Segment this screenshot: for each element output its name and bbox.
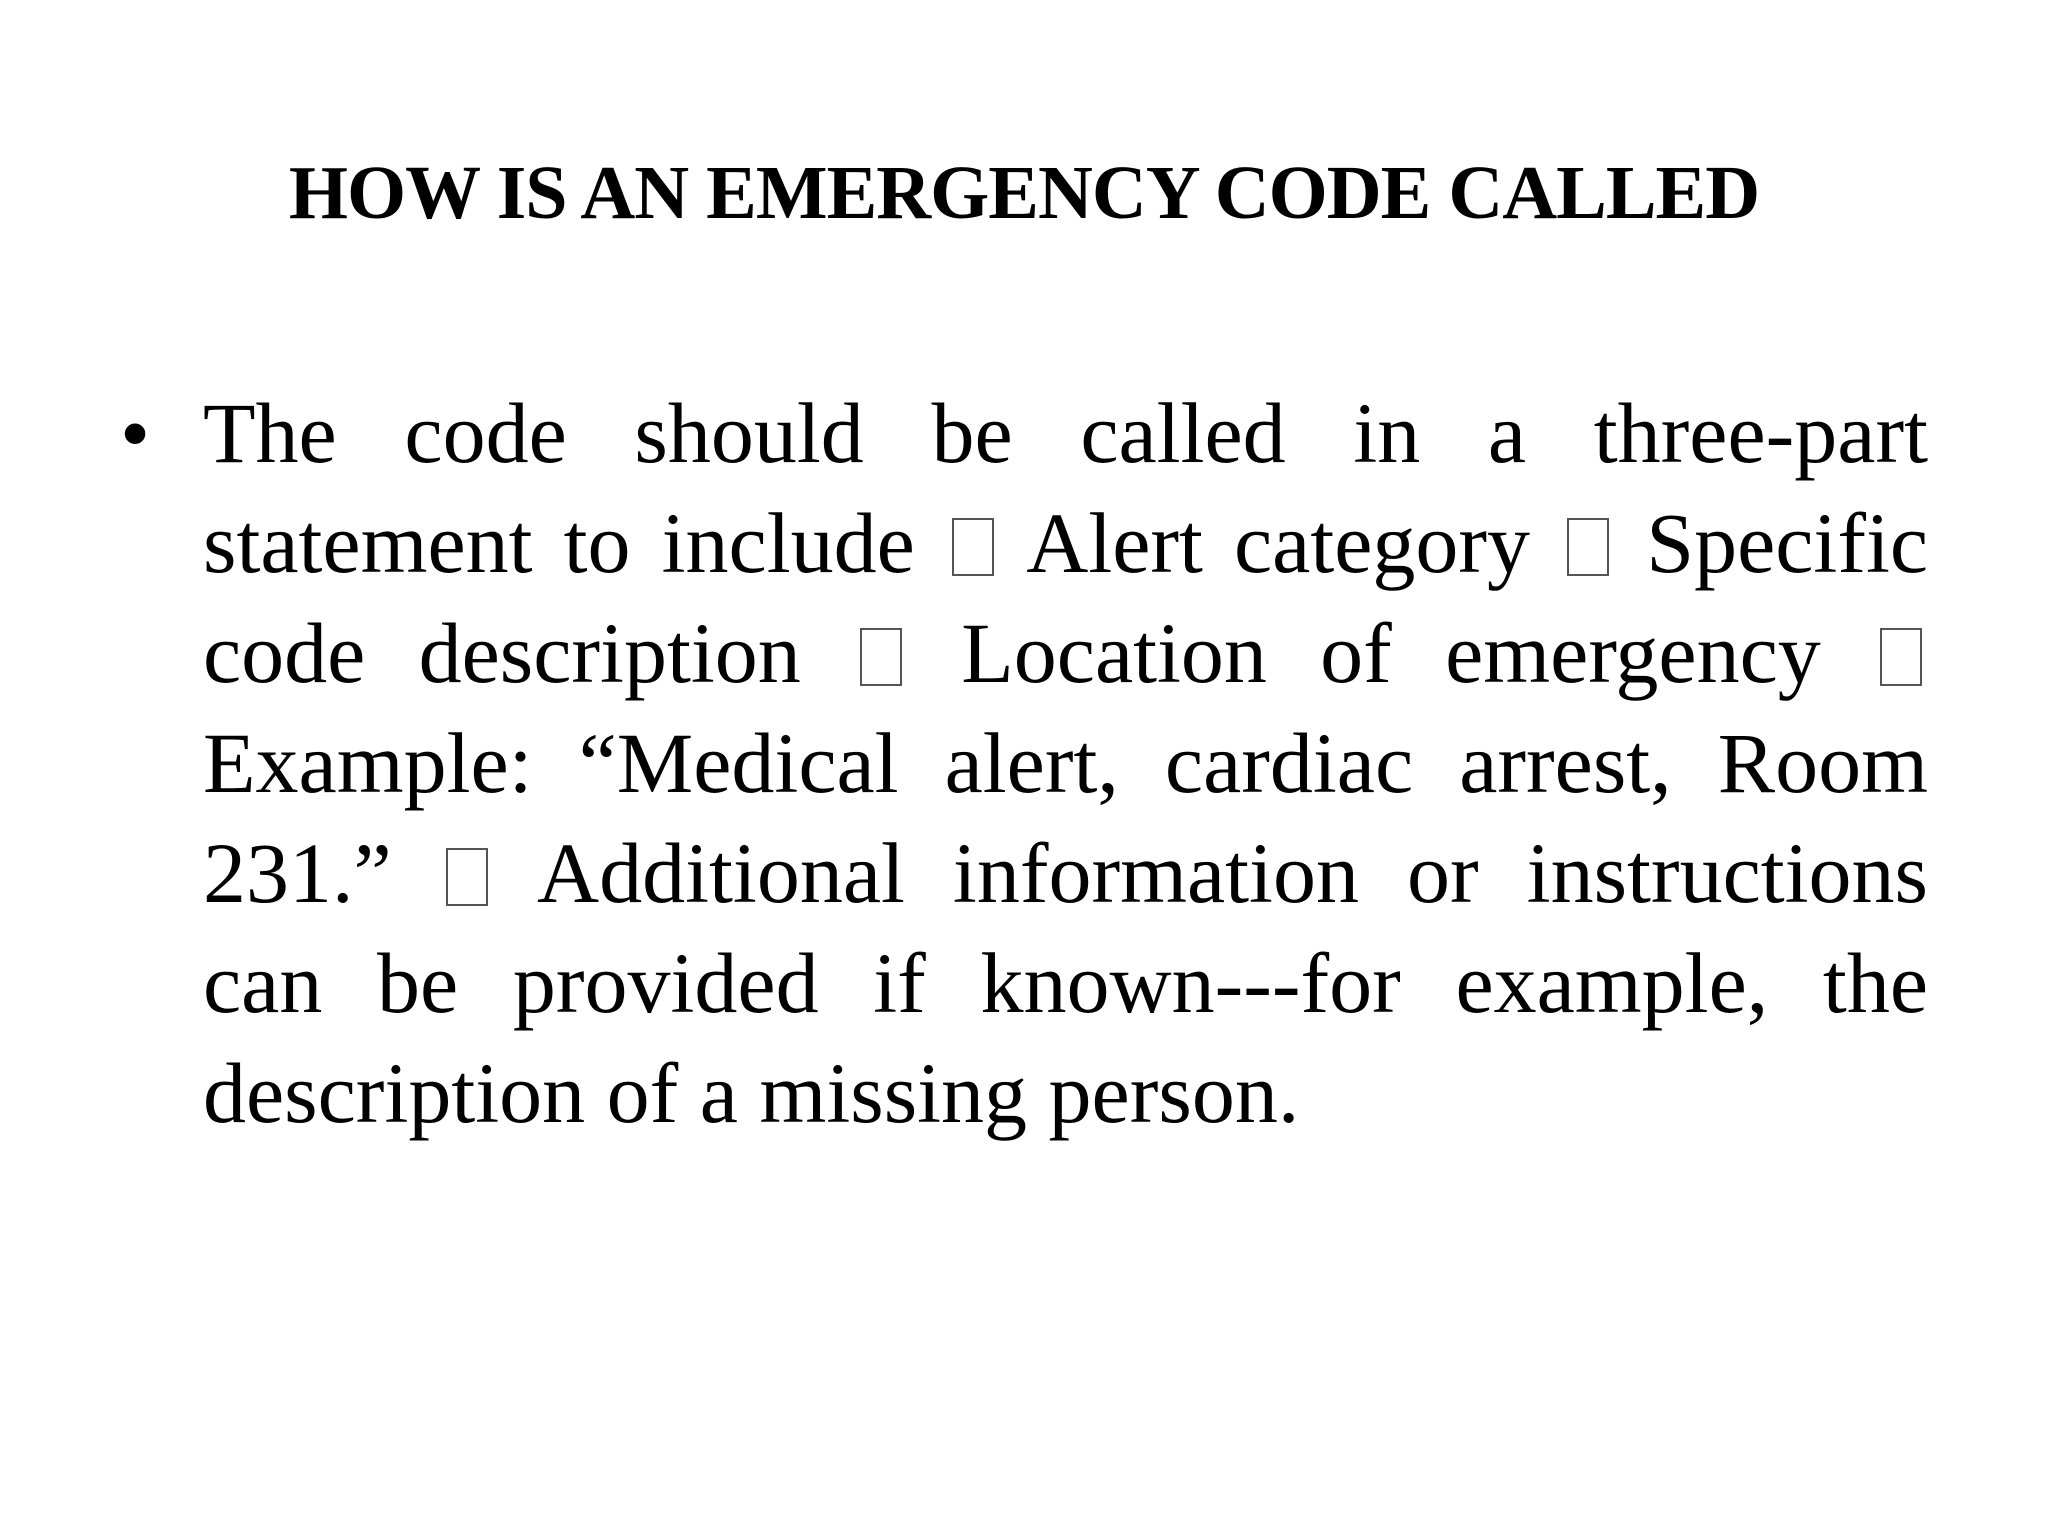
bullet-part-example: Example: “Medical alert, cardiac arrest, Room 231.” bbox=[203, 715, 1928, 921]
missing-glyph-box-icon bbox=[446, 848, 488, 906]
bullet-part-additional-info: Additional information or instructions can be provided if known---for example, the description of a missing person. bbox=[203, 825, 1928, 1141]
bullet-part-specific-code: Specific code description bbox=[203, 495, 1929, 701]
bullet-part-location: Location of emergency bbox=[961, 605, 1821, 701]
bullet-item bbox=[120, 378, 1928, 1148]
missing-glyph-box-icon bbox=[1567, 518, 1609, 576]
slide-title: HOW IS AN EMERGENCY CODE CALLED bbox=[288, 151, 1760, 235]
bullet-list bbox=[120, 378, 1928, 1148]
missing-glyph-box-icon bbox=[952, 518, 994, 576]
bullet-intro-text: The code should be called in a three-part statement to include bbox=[203, 385, 1928, 591]
bullet-part-alert-category: Alert category bbox=[1026, 495, 1531, 591]
bullet-dot-icon: • bbox=[120, 385, 151, 481]
missing-glyph-box-icon bbox=[860, 628, 902, 686]
missing-glyph-box-icon bbox=[1880, 628, 1922, 686]
